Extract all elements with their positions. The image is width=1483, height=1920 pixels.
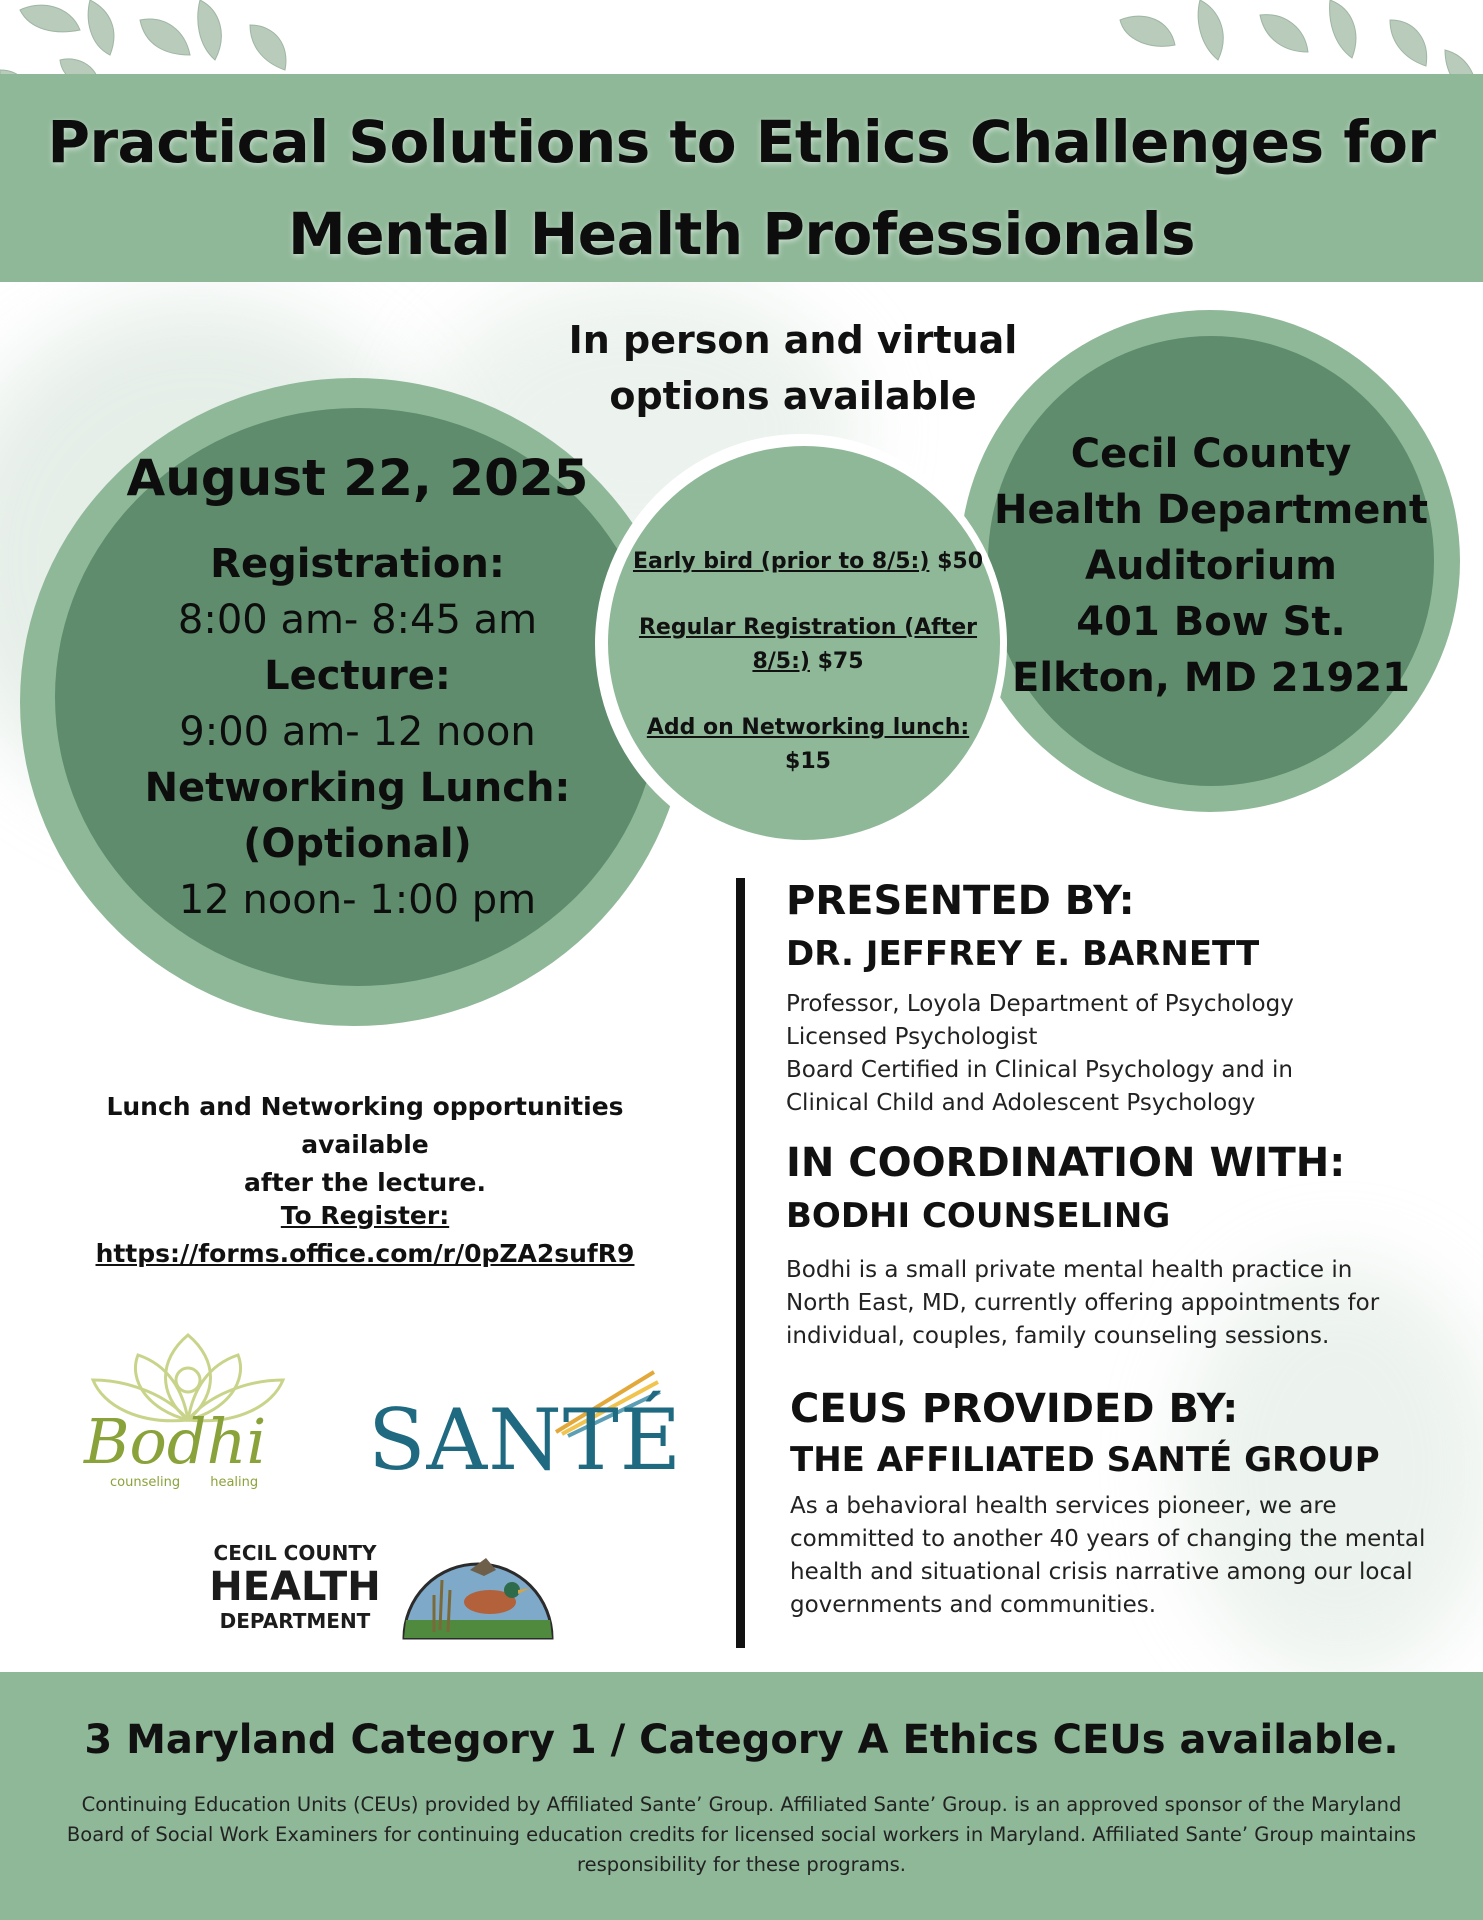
ceu-provider-description: governments and communities. xyxy=(790,1592,1157,1618)
location-line: 401 Bow St. xyxy=(1076,599,1346,645)
lunch-optional: (Optional) xyxy=(243,821,472,867)
coordination-description: North East, MD, currently offering appointments for xyxy=(786,1290,1380,1316)
title-line: Practical Solutions to Ethics Challenges for xyxy=(47,108,1436,176)
ceus-disclaimer xyxy=(20,1790,1463,1880)
presenter-credential: Professor, Loyola Department of Psychology xyxy=(786,991,1294,1017)
lunch-time: 12 noon- 1:00 pm xyxy=(178,877,537,923)
presenter-name: DR. JEFFREY E. BARNETT xyxy=(786,934,1260,974)
ceus-headline: 3 Maryland Category 1 / Category A Ethics CEUs available. xyxy=(84,1717,1399,1763)
lecture-label: Lecture: xyxy=(264,653,451,699)
bodhi-wordmark: Bodhi xyxy=(84,1405,267,1478)
presenter-credential: Board Certified in Clinical Psychology and in xyxy=(786,1057,1293,1083)
presenter-heading: PRESENTED BY: xyxy=(786,878,1135,924)
ceu-provider-name: THE AFFILIATED SANTÉ GROUP xyxy=(790,1440,1380,1480)
ceu-provider-description: committed to another 40 years of changing the mental xyxy=(790,1526,1426,1552)
coordination-name: BODHI COUNSELING xyxy=(786,1196,1171,1236)
title-line: Mental Health Professionals xyxy=(287,200,1196,268)
health-wordmark xyxy=(200,1540,390,1634)
bodhi-tagline xyxy=(110,1475,258,1490)
presenter-credential: Clinical Child and Adolescent Psychology xyxy=(786,1090,1256,1116)
event-schedule xyxy=(55,438,660,928)
bodhi-tag-left: counseling xyxy=(110,1475,181,1490)
sante-logo xyxy=(368,1368,688,1488)
attendance-options xyxy=(550,312,1036,424)
disclaimer-line: responsibility for these programs. xyxy=(577,1853,906,1876)
location-line: Health Department xyxy=(993,487,1429,533)
health-line: DEPARTMENT xyxy=(219,1609,371,1633)
duck-emblem-icon xyxy=(400,1540,556,1640)
sante-wordmark: SANTÉ xyxy=(368,1391,683,1489)
event-date: August 22, 2025 xyxy=(126,449,589,507)
lecture-time: 9:00 am- 12 noon xyxy=(179,709,536,755)
regular-label: Regular Registration (After xyxy=(638,615,978,640)
health-line: HEALTH xyxy=(209,1564,381,1610)
coordination-description: Bodhi is a small private mental health practice in xyxy=(786,1257,1353,1283)
registration-time: 8:00 am- 8:45 am xyxy=(177,597,538,643)
location-line: Cecil County xyxy=(1070,431,1352,477)
regular-label-date: 8/5:) xyxy=(752,649,810,674)
coordination-section xyxy=(786,1138,1466,1353)
presenter-credential: Licensed Psychologist xyxy=(786,1024,1038,1050)
coordination-description: individual, couples, family counseling sessions. xyxy=(786,1323,1330,1349)
pricing xyxy=(620,545,996,811)
health-line: CECIL COUNTY xyxy=(213,1541,377,1565)
ceu-provider-heading: CEUS PROVIDED BY: xyxy=(790,1386,1239,1432)
location-line: Auditorium xyxy=(1085,543,1337,589)
lunch-note-line: after the lecture. xyxy=(244,1168,486,1197)
register-label: To Register: xyxy=(280,1201,450,1230)
registration-label: Registration: xyxy=(210,541,505,587)
options-line: options available xyxy=(609,374,977,418)
lunch-label: Networking Lunch: xyxy=(144,765,571,811)
cecil-county-health-logo xyxy=(200,1540,560,1640)
location-line: Elkton, MD 21921 xyxy=(1012,655,1410,701)
lunch-addon-amount: $15 xyxy=(785,749,831,774)
event-location xyxy=(988,426,1434,706)
regular-price xyxy=(620,611,996,679)
vertical-divider xyxy=(736,878,745,1648)
regular-amount: $75 xyxy=(817,649,864,674)
ceu-provider-section xyxy=(790,1384,1470,1622)
presenter-section xyxy=(786,876,1466,1120)
early-bird-price xyxy=(620,545,996,579)
bodhi-logo xyxy=(78,1325,298,1495)
options-line: In person and virtual xyxy=(568,318,1018,362)
disclaimer-line: Board of Social Work Examiners for continuing education credits for licensed social workers in Maryland. Affiliated Sante’ Group maintains xyxy=(66,1823,1417,1846)
ceu-provider-description: As a behavioral health services pioneer, we are xyxy=(790,1493,1337,1519)
registration-info xyxy=(40,1197,690,1273)
ceu-provider-description: health and situational crisis narrative among our local xyxy=(790,1559,1413,1585)
lunch-networking-note xyxy=(40,1088,690,1202)
lunch-addon-label: Add on Networking lunch: xyxy=(646,715,970,740)
page-title xyxy=(0,96,1483,280)
disclaimer-line: Continuing Education Units (CEUs) provided by Affiliated Sante’ Group. Affiliated Sante’ Group. is an approved sponsor of the Maryland xyxy=(81,1793,1402,1816)
early-bird-amount: $50 xyxy=(937,549,984,574)
early-bird-label: Early bird (prior to 8/5:) xyxy=(632,549,930,574)
bodhi-tag-right: healing xyxy=(210,1475,259,1490)
register-link[interactable]: https://forms.office.com/r/0pZA2sufR9 xyxy=(95,1239,635,1268)
lunch-note-line: Lunch and Networking opportunities available xyxy=(106,1092,624,1159)
coordination-heading: IN COORDINATION WITH: xyxy=(786,1140,1346,1186)
lunch-price xyxy=(620,711,996,779)
